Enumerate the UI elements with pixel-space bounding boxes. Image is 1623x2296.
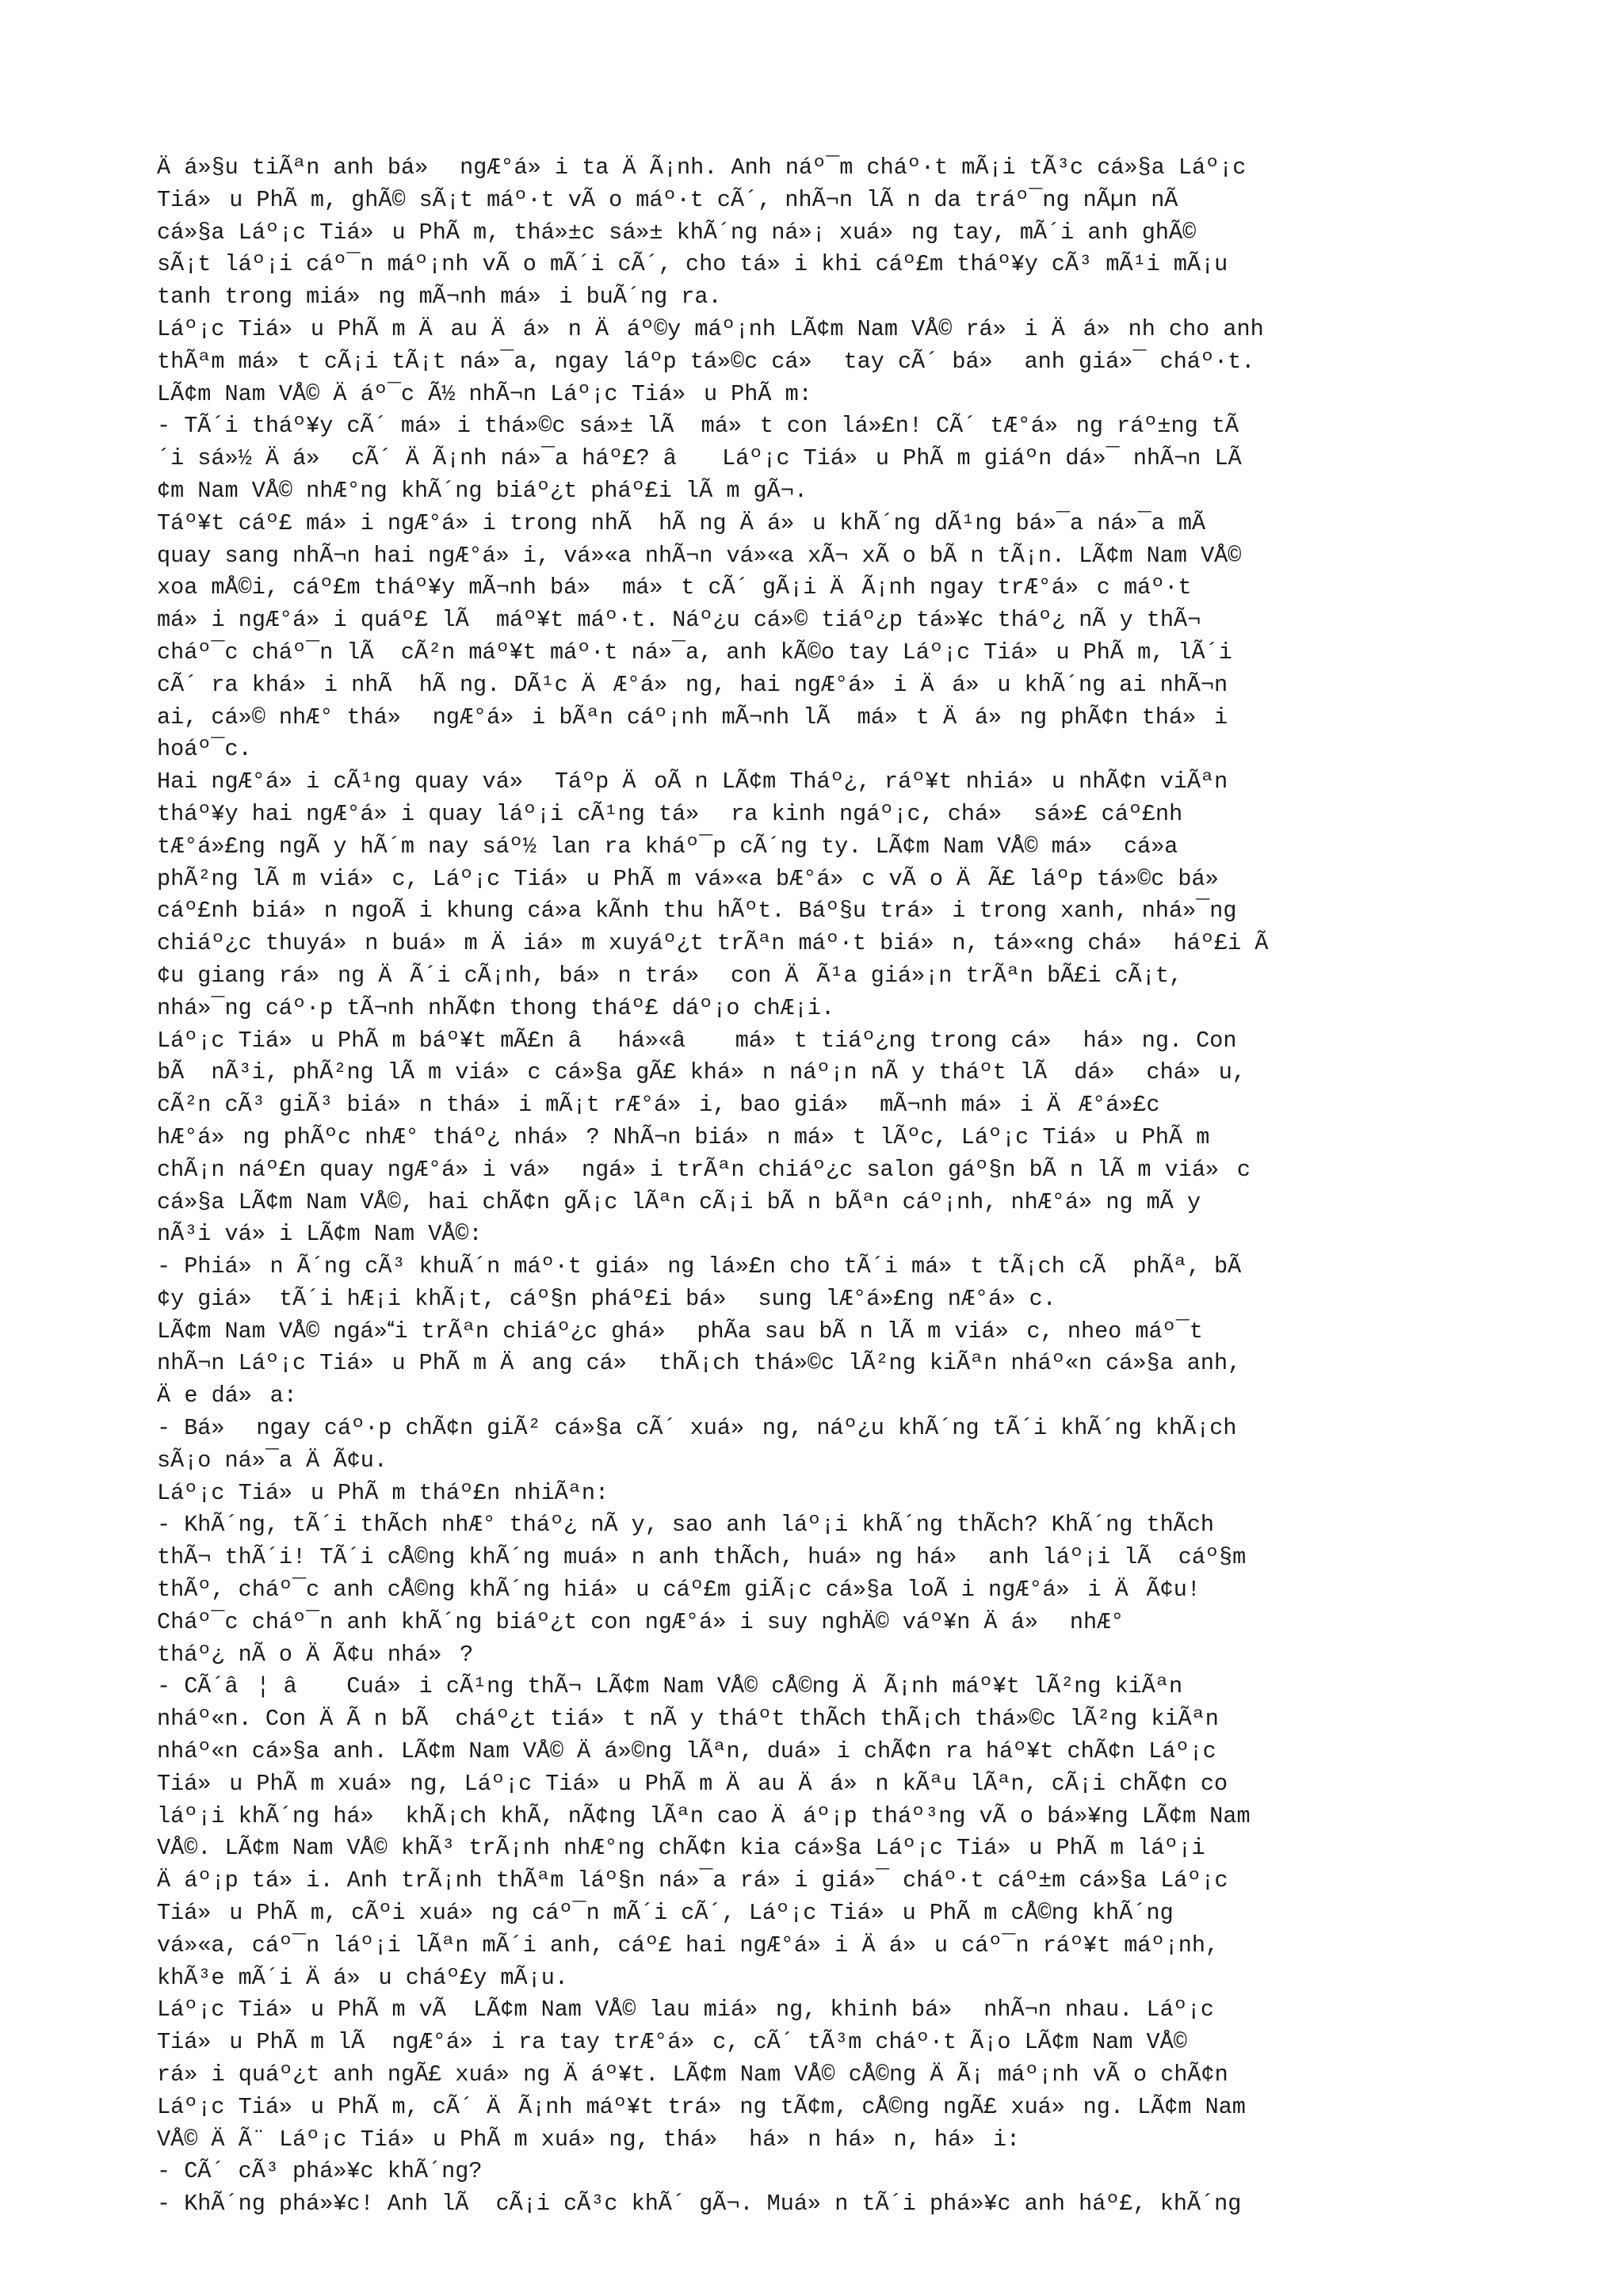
- document-line: cÃ²n cÃ³ giÃ³ biá»n thá»i mÃ¡t rÆ°á»i, bao giá» mÃ¬nh má»i ÄÆ°á»£c: [157, 1092, 1160, 1119]
- document-line: ´i sá»½ Äá» cÃ´ ÄÃ¡nh ná»¯a háº£? â Láº¡c Tiá»u PhÃ m giáºn dá»¯ nhÃ¬n LÃ: [157, 445, 1242, 472]
- document-line: nháº«n cá»§a anh. LÃ¢m Nam VÅ© Äá»©ng lÃªn, duá»i chÃ¢n ra háº¥t chÃ¢n Láº¡c: [157, 1738, 1216, 1765]
- document-line: Láº¡c Tiá»u PhÃ m báº¥t mÃ£n âhá»«â má»t tiáº¿ng trong cá» há»ng. Con: [157, 1027, 1237, 1054]
- document-line: ai, cá»© nhÆ° thá» ngÆ°á»i bÃªn cáº¡nh mÃ¬nh lÃ má»t Äá»ng phÃ¢n thá»i: [157, 704, 1228, 730]
- document-line: má»i ngÆ°á»i quáº£ lÃ máº¥t máº·t. Náº¿u cá»© tiáº¿p tá»¥c tháº¿ nÃ y thÃ¬: [157, 607, 1201, 634]
- document-line: khÃ³e mÃ´i Äá»u cháº£y mÃ¡u.: [157, 1964, 568, 1991]
- document-line: cáº£nh biá»n ngoÃ i khung cá»a kÃnh thu hÃºt. Báº§u trá»i trong xanh, nhá»¯ng: [157, 898, 1237, 925]
- document-line: nÃ³i vá»i LÃ¢m Nam VÅ©:: [157, 1221, 483, 1248]
- document-line: ¢y giá» tÃ´i hÆ¡i khÃ¡t, cáº§n pháº£i bá» sung lÆ°á»£ng nÆ°á»c.: [157, 1285, 1056, 1312]
- document-line: Cháº¯c cháº¯n anh khÃ´ng biáº¿t con ngÆ°á»i suy nghÄ© váº¥n Äá» nhÆ°: [157, 1608, 1125, 1635]
- document-line: Láº¡c Tiá»u PhÃ m vÃ LÃ¢m Nam VÅ© lau miá»ng, khinh bá» nhÃ¬n nhau. Láº¡c: [157, 1997, 1215, 2023]
- document-line: - CÃ´ cÃ³ phá»¥c khÃ´ng?: [157, 2158, 483, 2185]
- document-line: tháº¥y hai ngÆ°á»i quay láº¡i cÃ¹ng tá» ra kinh ngáº¡c, chá» sá»£ cáº£nh: [157, 800, 1183, 827]
- document-body: [157, 152, 1472, 2221]
- document-line: Tiá»u PhÃ m, cÃºi xuá»ng cáº¯n mÃ´i cÃ´, Láº¡c Tiá»u PhÃ m cÅ©ng khÃ´ng: [157, 1900, 1174, 1927]
- document-line: Láº¡c Tiá»u PhÃ m Äau Äá»n Äáº©y máº¡nh LÃ¢m Nam VÅ© rá»i Äá»nh cho anh: [157, 315, 1264, 342]
- document-line: sÃ¡o ná»¯a ÄÃ¢u.: [157, 1447, 388, 1474]
- document-line: Hai ngÆ°á»i cÃ¹ng quay vá» Táºp ÄoÃ n LÃ¢m Tháº¿, ráº¥t nhiá»u nhÃ¢n viÃªn: [157, 769, 1228, 795]
- document-line: tÆ°á»£ng ngÃ y hÃ´m nay sáº½ lan ra kháº¯p cÃ´ng ty. LÃ¢m Nam VÅ© má» cá»a: [157, 833, 1178, 860]
- document-line: hoáº¯c.: [157, 736, 252, 763]
- document-line: Tiá»u PhÃ m lÃ ngÆ°á»i ra tay trÆ°á»c, cÃ´ tÃ³m cháº·t Ã¡o LÃ¢m Nam VÅ©: [157, 2029, 1187, 2056]
- document-line: chiáº¿c thuyá»n buá»m Äiá»m xuyáº¿t trÃªn máº·t biá»n, tá»«ng chá» háº£i Ã: [157, 930, 1269, 957]
- document-line: vá»«a, cáº¯n láº¡i lÃªn mÃ´i anh, cáº£ hai ngÆ°á»i Äá»u cáº¯n ráº¥t máº¡nh,: [157, 1932, 1220, 1958]
- document-line: LÃ¢m Nam VÅ© ngá»i trÃªn chiáº¿c ghá» phÃa sau bÃ n lÃ m viá»c, nheo máº¯t: [157, 1318, 1203, 1344]
- document-line: phÃ²ng lÃ m viá»c, Láº¡c Tiá»u PhÃ m vá»«a bÆ°á»c vÃ o ÄÃ£ láºp tá»©c bá»: [157, 865, 1237, 892]
- document-line: cá»§a LÃ¢m Nam VÅ©, hai chÃ¢n gÃ¡c lÃªn cÃ¡i bÃ n bÃªn cáº¡nh, nhÆ°á»ng mÃ y: [157, 1188, 1201, 1215]
- document-line: Táº¥t cáº£ má»i ngÆ°á»i trong nhÃ hÃ ng Äá»u khÃ´ng dÃ¹ng bá»¯a ná»¯a mÃ: [157, 509, 1206, 536]
- document-line: láº¡i khÃ´ng há» khÃ¡ch khÃ, nÃ¢ng lÃªn cao Äáº¡p tháº³ng vÃ o bá»¥ng LÃ¢m Nam: [157, 1802, 1251, 1829]
- document-line: ¢u giang rá»ng ÄÃ´i cÃ¡nh, bá»n trá» con ÄÃ¹a giá»¡n trÃªn bÃ£i cÃ¡t,: [157, 962, 1183, 989]
- document-line: thÃº, cháº¯c anh cÅ©ng khÃ´ng hiá»u cáº£m giÃ¡c cá»§a loÃ i ngÆ°á»i ÄÃ¢u!: [157, 1577, 1201, 1604]
- document-line: tháº¿ nÃ o ÄÃ¢u nhá»?: [157, 1641, 474, 1668]
- document-line: VÅ©. LÃ¢m Nam VÅ© khÃ³ trÃ¡nh nhÆ°ng chÃ¢n kia cá»§a Láº¡c Tiá»u PhÃ m láº¡i: [157, 1835, 1205, 1862]
- document-line: Äáº¡p tá»i. Anh trÃ¡nh thÃªm láº§n ná»¯a rá»i giá»¯ cháº·t cáº±m cá»§a Láº¡c: [157, 1867, 1228, 1894]
- document-line: LÃ¢m Nam VÅ© Äáº¯c Ã½ nhÃ¬n Láº¡c Tiá»u PhÃ m:: [157, 380, 812, 407]
- document-line: cháº¯c cháº¯n lÃ cÃ²n máº¥t máº·t ná»¯a, anh kÃ©o tay Láº¡c Tiá»u PhÃ m, lÃ´i: [157, 639, 1232, 666]
- document-line: Äe dá»a:: [157, 1383, 297, 1409]
- document-line: VÅ© ÄÃ¨ Láº¡c Tiá»u PhÃ m xuá»ng, thá» há»n há»n, há»i:: [157, 2126, 1021, 2153]
- document-line: Láº¡c Tiá»u PhÃ m, cÃ´ ÄÃ¡nh máº¥t trá»ng tÃ¢m, cÅ©ng ngÃ£ xuá»ng. LÃ¢m Nam: [157, 2093, 1246, 2120]
- document-line: nhá»¯ng cáº·p tÃ¬nh nhÃ¢n thong tháº£ dáº¡o chÆ¡i.: [157, 994, 835, 1021]
- document-line: hÆ°á»ng phÃºc nhÆ° tháº¿ nhá»? NhÃ¬n biá»n má»t lÃºc, Láº¡c Tiá»u PhÃ m: [157, 1123, 1210, 1150]
- document-line: - KhÃ´ng phá»¥c! Anh lÃ cÃ¡i cÃ³c khÃ´ gÃ¬. Muá»n tÃ´i phá»¥c anh háº£, khÃ´ng: [157, 2191, 1242, 2218]
- document-line: ¢m Nam VÅ© nhÆ°ng khÃ´ng biáº¿t pháº£i lÃ m gÃ¬.: [157, 477, 808, 504]
- document-line: chÃ¡n náº£n quay ngÆ°á»i vá» ngá»i trÃªn chiáº¿c salon gáº§n bÃ n lÃ m viá»c: [157, 1156, 1251, 1183]
- document-line: Tiá»u PhÃ m, ghÃ© sÃ¡t máº·t vÃ o máº·t cÃ´, nhÃ¬n lÃ n da tráº¯ng nÃµn nÃ: [157, 186, 1178, 213]
- document-line: rá»i quáº¿t anh ngÃ£ xuá»ng Äáº¥t. LÃ¢m Nam VÅ© cÅ©ng ÄÃ¡ máº¡nh vÃ o chÃ¢n: [157, 2061, 1228, 2088]
- document-line: cá»§a Láº¡c Tiá»u PhÃ m, thá»±c sá»± khÃ´ng ná»¡ xuá»ng tay, mÃ´i anh ghÃ©: [157, 219, 1197, 246]
- document-line: nhÃ¬n Láº¡c Tiá»u PhÃ m Äang cá» thÃ¡ch thá»©c lÃ²ng kiÃªn nháº«n cá»§a anh,: [157, 1350, 1242, 1377]
- document-line: Tiá»u PhÃ m xuá»ng, Láº¡c Tiá»u PhÃ m Äau Äá»n kÃªu lÃªn, cÃ¡i chÃ¢n co: [157, 1770, 1228, 1797]
- document-line: cÃ´ ra khá»i nhÃ hÃ ng. DÃ¹c ÄÆ°á»ng, hai ngÆ°á»i Äá»u khÃ´ng ai nhÃ¬n: [157, 671, 1228, 698]
- document-line: Äá»§u tiÃªn anh bá» ngÆ°á»i ta ÄÃ¡nh. Anh náº¯m cháº·t mÃ¡i tÃ³c cá»§a Láº¡c: [157, 154, 1247, 181]
- document-line: tanh trong miá»ng mÃ¬nh má»i buÃ´ng ra.: [157, 284, 722, 311]
- document-line: - Phiá»n Ã´ng cÃ³ khuÃ´n máº·t giá»ng lá»£n cho tÃ´i má»t tÃ¡ch cÃ phÃª, bÃ: [157, 1253, 1242, 1280]
- document-line: thÃ¬ thÃ´i! TÃ´i cÅ©ng khÃ´ng muá»n anh thÃch, huá»ng há» anh láº¡i lÃ cáº§m: [157, 1544, 1247, 1571]
- document-line: nháº«n. Con ÄÃ n bÃ cháº¿t tiá»t nÃ y tháºt thÃch thÃ¡ch thá»©c lÃ²ng kiÃªn: [157, 1706, 1219, 1733]
- document-line: xoa mÅ©i, cáº£m tháº¥y mÃ¬nh bá» má»t cÃ´ gÃ¡i ÄÃ¡nh ngay trÆ°á»c máº·t: [157, 574, 1192, 601]
- document-line: bÃ nÃ³i, phÃ²ng lÃ m viá»c cá»§a gÃ£ khá»n náº¡n nÃ y tháºt lÃ dá» chá»u,: [157, 1059, 1246, 1086]
- document-line: - TÃ´i tháº¥y cÃ´ má»i thá»©c sá»± lÃ má»t con lá»£n! CÃ´ tÆ°á»ng ráº±ng tÃ: [157, 413, 1239, 440]
- document-line: - KhÃ´ng, tÃ´i thÃch nhÆ° tháº¿ nÃ y, sao anh láº¡i khÃ´ng thÃch? KhÃ´ng thÃch: [157, 1512, 1215, 1539]
- document-line: Láº¡c Tiá»u PhÃ m tháº£n nhiÃªn:: [157, 1479, 609, 1506]
- document-line: - Bá» ngay cáº·p chÃ¢n giÃ² cá»§a cÃ´ xuá»ng, náº¿u khÃ´ng tÃ´i khÃ´ng khÃ¡ch: [157, 1415, 1237, 1442]
- document-line: sÃ¡t láº¡i cáº¯n máº¡nh vÃ o mÃ´i cÃ´, cho tá»i khi cáº£m tháº¥y cÃ³ mÃ¹i mÃ¡u: [157, 251, 1228, 278]
- document-line: thÃªm má»t cÃ¡i tÃ¡t ná»¯a, ngay láºp tá»©c cá» tay cÃ´ bá» anh giá»¯ cháº·t.: [157, 348, 1255, 375]
- document-line: quay sang nhÃ¬n hai ngÆ°á»i, vá»«a nhÃ¬n vá»«a xÃ¬ xÃ o bÃ n tÃ¡n. LÃ¢m Nam VÅ©: [157, 542, 1242, 569]
- document-line: - CÃ´â¦ â Cuá»i cÃ¹ng thÃ¬ LÃ¢m Nam VÅ© cÅ©ng ÄÃ¡nh máº¥t lÃ²ng kiÃªn: [157, 1673, 1183, 1700]
